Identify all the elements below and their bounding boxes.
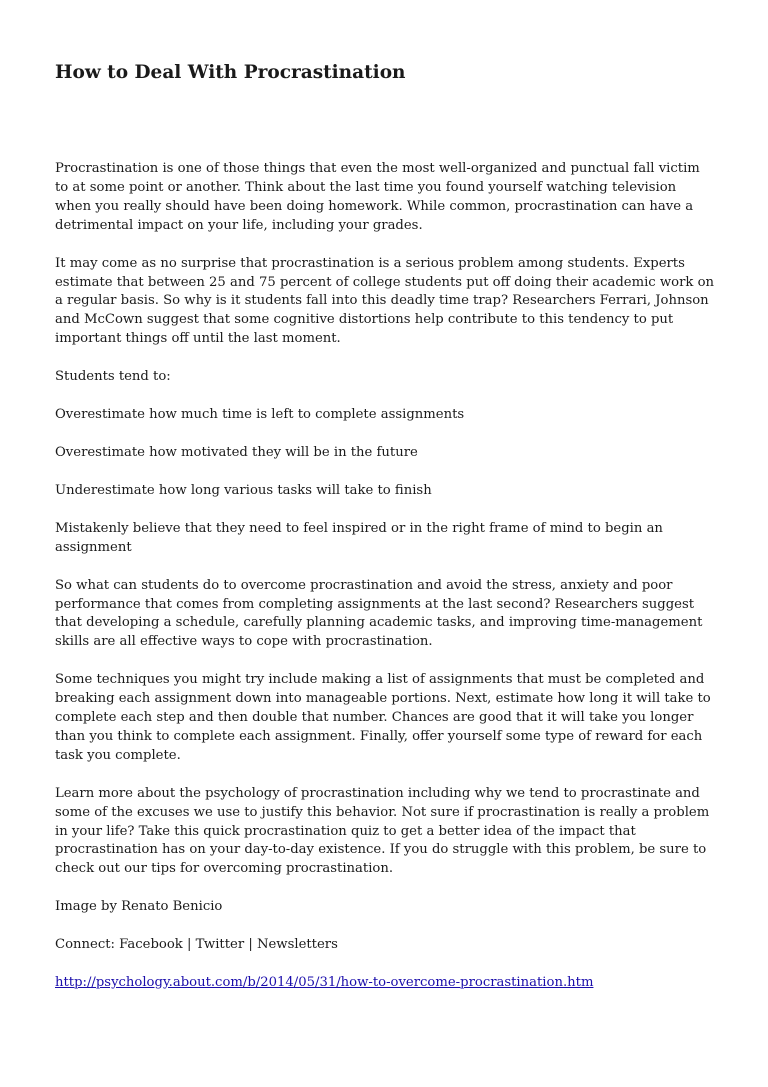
paragraph-techniques: Some techniques you might try include making a list of assignments that must be completed and breaking each assignment down into manageable portions. Next, estimate how long it will take to complete each step and then double that number. Chances are good that it will take you longer than you think to complete each assignment. Finally, offer yourself some type of reward for each task you complete.	[55, 672, 711, 763]
paragraph-learn-more: Learn more about the psychology of procrastination including why we tend to procrastinate and some of the excuses we use to justify this behavior. Not sure if procrastination is really a problem in your life? Take this quick procrastination quiz to get a better idea of the impact that procrastination has on your day-to-day existence. If you do struggle with this problem, be sure to check out our tips for overcoming procrastination.	[55, 785, 710, 877]
list-item-overestimate-motivation: Overestimate how motivated they will be in the future	[55, 444, 418, 460]
connect-line: Connect: Facebook | Twitter | Newsletters	[55, 937, 338, 953]
document-title: How to Deal With Procrastination	[55, 62, 406, 83]
list-item-overestimate-time: Overestimate how much time is left to complete assignments	[55, 407, 465, 423]
list-item-underestimate-tasks: Underestimate how long various tasks will take to finish	[55, 482, 432, 498]
source-link[interactable]: http://psychology.about.com/b/2014/05/31/how-to-overcome-procrastination.htm	[55, 975, 594, 991]
paragraph-overcome: So what can students do to overcome procrastination and avoid the stress, anxiety and poor performance that comes from completing assignments at the last second? Researchers suggest that developing a schedule, carefully planning academic tasks, and improving time-management skills are all effective ways to cope with procrastination.	[55, 577, 703, 650]
paragraph-students-problem: It may come as no surprise that procrastination is a serious problem among students. Experts estimate that between 25 and 75 percent of college students put off doing their academic work on a regular basis. So why is it students fall into this deadly time trap? Researchers Ferrari, Johnson and McCown suggest that some cognitive distortions help contribute to this tendency to put important things off until the last moment.	[55, 255, 715, 347]
paragraph-students-tend: Students tend to:	[55, 369, 171, 385]
list-item-inspiration-belief: Mistakenly believe that they need to feel inspired or in the right frame of mind to begin an assignment	[55, 520, 663, 555]
source-link-line	[55, 974, 715, 993]
image-credit: Image by Renato Benicio	[55, 899, 223, 915]
paragraph-intro: Procrastination is one of those things that even the most well-organized and punctual fall victim to at some point or another. Think about the last time you found yourself watching television when you really should have been doing homework. While common, procrastination can have a detrimental impact on your life, including your grades.	[55, 161, 700, 233]
document-body	[55, 160, 715, 1012]
